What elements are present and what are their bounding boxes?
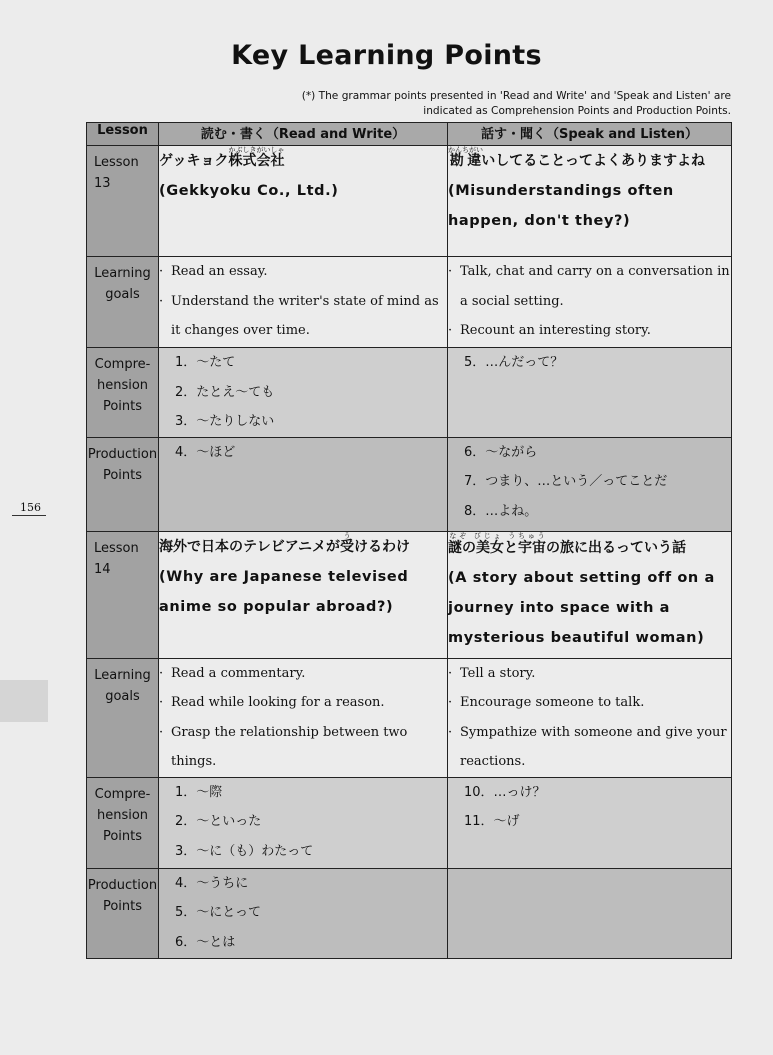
list-item: · Read while looking for a reason. <box>159 695 385 710</box>
list-item: 3．〜たりしない <box>175 414 275 429</box>
grammar-note: (*) The grammar points presented in 'Read and Write' and 'Speak and Listen' are indicated as Comprehension Points and Production Points. <box>301 90 731 117</box>
list-item: 6．〜とは <box>175 934 236 950</box>
list-item: 3．〜に（も）わたって <box>175 843 314 859</box>
header-read-write: 読む・書く（Read and Write） <box>159 123 448 146</box>
lesson-13-comprehension-row <box>87 348 732 438</box>
list-item: · Sympathize with someone and give your reactions. <box>448 724 727 769</box>
title-en: (Misunderstandings often happen, don't they?) <box>448 183 674 229</box>
title-jp: 海外で日本のテレビアニメが受うけるわけ <box>159 531 411 555</box>
list-item: 11．〜げ <box>464 814 520 829</box>
lesson-13-title-row <box>87 146 732 257</box>
title-jp: 勘違かんちがいいしてることってよくありますよね <box>448 146 705 169</box>
title-en: (Gekkyoku Co., Ltd.) <box>159 183 339 199</box>
production-label: Production Points <box>87 437 159 531</box>
lesson-label: Lesson 13 <box>87 146 159 257</box>
lesson-14-goals-row <box>87 658 732 777</box>
lesson-14-comprehension-row <box>87 777 732 868</box>
lesson-14-speak-listen-title <box>448 531 732 658</box>
title-jp: 謎の美女と宇宙なぞ びじょ うちゅうの旅に出るっていう話 <box>448 531 686 556</box>
page-number-rule <box>12 515 46 516</box>
list-item: 1．〜たて <box>175 355 236 370</box>
list-item: 6．〜ながら <box>464 444 538 460</box>
key-learning-points-table <box>86 122 732 959</box>
comprehension-label: Compre-hension Points <box>87 348 159 438</box>
lesson-14-production-row <box>87 868 732 958</box>
list-item: 5．〜にとって <box>175 905 262 920</box>
header-lesson: Lesson <box>87 123 159 146</box>
lesson-13-production-row <box>87 437 732 531</box>
lesson-14-read-write-production <box>159 868 448 958</box>
list-item: · Read a commentary. <box>159 665 306 681</box>
lesson-label: Lesson 14 <box>87 531 159 658</box>
lesson-13-speak-listen-comprehension <box>448 348 732 438</box>
production-label: Production Points <box>87 868 159 958</box>
title-en: (Why are Japanese televised anime so popular abroad?) <box>159 568 409 615</box>
list-item: · Talk, chat and carry on a conversation in a social setting. <box>448 264 730 309</box>
margin-tab-mark <box>0 680 48 722</box>
list-item: · Read an essay. <box>159 264 268 279</box>
lesson-14-read-write-comprehension <box>159 777 448 868</box>
lesson-13-read-write-production <box>159 437 448 531</box>
list-item: 8．…よね。 <box>464 503 538 519</box>
lesson-13-read-write-goals <box>159 257 448 348</box>
header-speak-listen: 話す・聞く（Speak and Listen） <box>448 123 732 146</box>
title-jp: ゲッキョク株式会社かぶしきがいしゃ <box>159 146 285 169</box>
lesson-14-speak-listen-comprehension <box>448 777 732 868</box>
comprehension-label: Compre-hension Points <box>87 777 159 868</box>
list-item: 4．〜ほど <box>175 444 236 460</box>
list-item: · Encourage someone to talk. <box>448 695 645 710</box>
lesson-13-speak-listen-title <box>448 146 732 257</box>
lesson-13-speak-listen-production <box>448 437 732 531</box>
lesson-13-speak-listen-goals <box>448 257 732 348</box>
page-number: 156 <box>20 501 41 514</box>
list-item: 5．…んだって？ <box>464 355 564 370</box>
lesson-14-speak-listen-production <box>448 868 732 958</box>
list-item: · Grasp the relationship between two things. <box>159 724 408 769</box>
list-item: · Recount an interesting story. <box>448 323 651 338</box>
lesson-14-read-write-title <box>159 531 448 658</box>
learning-goals-label: Learning goals <box>87 257 159 348</box>
lesson-14-read-write-goals <box>159 658 448 777</box>
page-title: Key Learning Points <box>231 40 542 71</box>
lesson-13-read-write-title <box>159 146 448 257</box>
list-item: 10．…っけ？ <box>464 784 546 800</box>
list-item: · Tell a story. <box>448 665 536 681</box>
title-en: (A story about setting off on a journey into space with a mysterious beautiful woman) <box>448 569 715 646</box>
lesson-14-title-row <box>87 531 732 658</box>
list-item: 4．〜うちに <box>175 875 249 891</box>
learning-goals-label: Learning goals <box>87 658 159 777</box>
list-item: 2．〜といった <box>175 814 262 829</box>
lesson-13-read-write-comprehension <box>159 348 448 438</box>
lesson-14-speak-listen-goals <box>448 658 732 777</box>
list-item: 1．〜際 <box>175 784 223 800</box>
table-header-row <box>87 123 732 146</box>
list-item: · Understand the writer's state of mind as it changes over time. <box>159 293 439 338</box>
lesson-13-goals-row <box>87 257 732 348</box>
list-item: 7．つまり、…という／ってことだ <box>464 474 668 489</box>
list-item: 2．たとえ〜ても <box>175 384 275 400</box>
